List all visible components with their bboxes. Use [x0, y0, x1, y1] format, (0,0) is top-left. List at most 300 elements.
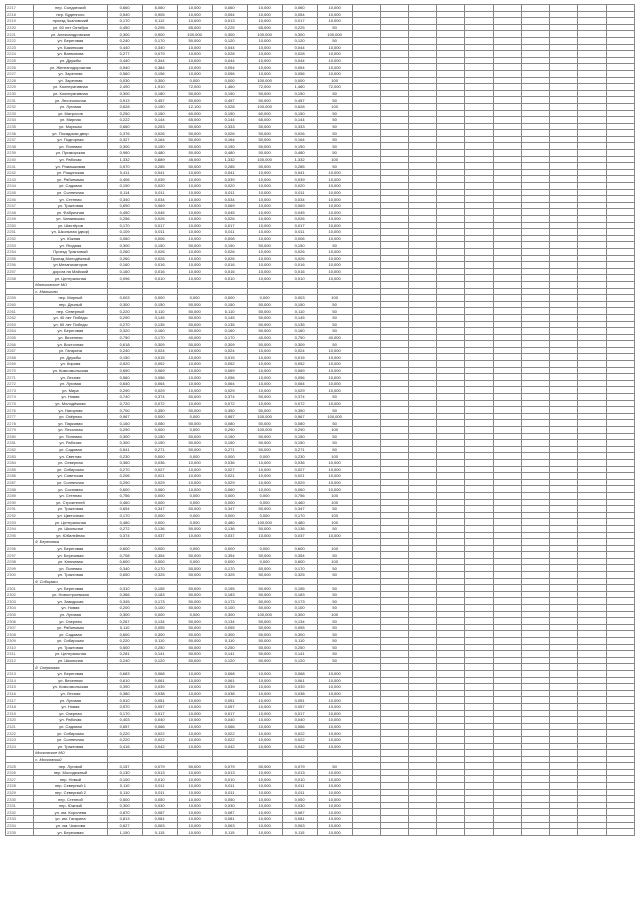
value-cell: 0,080 [142, 420, 177, 427]
street-name: ул. Степная [34, 196, 107, 203]
empty-cell [437, 552, 465, 559]
empty-cell [465, 70, 493, 77]
value-cell: 0,170 [107, 710, 142, 717]
empty-cell [578, 361, 606, 368]
value-cell: 50 [317, 591, 352, 598]
empty-cell [409, 545, 437, 552]
empty-cell [493, 710, 521, 717]
empty-cell [437, 459, 465, 466]
empty-cell [465, 459, 493, 466]
value-cell: 0,230 [282, 453, 317, 460]
empty-cell [550, 163, 578, 170]
value-cell [317, 664, 352, 671]
empty-cell [352, 657, 380, 664]
row-number: 2237 [6, 136, 34, 143]
empty-cell [465, 446, 493, 453]
empty-cell [352, 123, 380, 130]
empty-cell [437, 400, 465, 407]
value-cell: 0,403 [107, 717, 142, 724]
empty-cell [380, 169, 408, 176]
empty-cell [409, 275, 437, 282]
table-row [6, 736, 635, 743]
empty-cell [606, 532, 634, 539]
empty-cell [352, 618, 380, 625]
empty-cell [521, 400, 549, 407]
empty-cell [578, 420, 606, 427]
value-cell: 0,000 [212, 492, 247, 499]
value-cell: 0,027 [142, 466, 177, 473]
value-cell: 0,036 [282, 459, 317, 466]
empty-cell [380, 183, 408, 190]
row-number: 2242 [6, 169, 34, 176]
value-cell: 10,000 [247, 268, 282, 275]
value-cell: 50,000 [247, 763, 282, 770]
empty-cell [352, 486, 380, 493]
empty-cell [409, 400, 437, 407]
value-cell: 0,115 [212, 829, 247, 836]
empty-cell [550, 268, 578, 275]
value-cell: 10,000 [317, 169, 352, 176]
empty-cell [465, 809, 493, 816]
empty-cell [578, 829, 606, 836]
empty-cell [606, 281, 634, 288]
empty-cell [380, 77, 408, 84]
empty-cell [521, 545, 549, 552]
empty-cell [578, 802, 606, 809]
empty-cell [521, 156, 549, 163]
empty-cell [606, 519, 634, 526]
empty-cell [352, 730, 380, 737]
empty-cell [493, 262, 521, 269]
value-cell: 0,039 [282, 684, 317, 691]
value-cell: 0,003 [282, 295, 317, 302]
value-cell: 50,000 [247, 433, 282, 440]
table-row [6, 347, 635, 354]
value-cell: 0,141 [212, 651, 247, 658]
empty-cell [352, 525, 380, 532]
empty-cell [606, 763, 634, 770]
value-cell: 10,000 [247, 57, 282, 64]
value-cell: 0,011 [282, 229, 317, 236]
value-cell [247, 750, 282, 757]
value-cell: 0,000 [142, 295, 177, 302]
empty-cell [409, 670, 437, 677]
table-row [6, 466, 635, 473]
value-cell: 0,540 [107, 64, 142, 71]
value-cell: 0,500 [107, 796, 142, 803]
value-cell: 0,290 [107, 427, 142, 434]
value-cell: 0,015 [142, 354, 177, 361]
empty-cell [437, 156, 465, 163]
empty-cell [493, 248, 521, 255]
row-number: 2285 [6, 466, 34, 473]
value-cell: 50 [317, 631, 352, 638]
empty-cell [606, 545, 634, 552]
empty-cell [380, 387, 408, 394]
row-number: 2301 [6, 585, 34, 592]
empty-cell [380, 413, 408, 420]
value-cell: 0,006 [212, 235, 247, 242]
value-cell [212, 750, 247, 757]
table-row [6, 796, 635, 803]
empty-cell [493, 163, 521, 170]
value-cell: 0,000 [212, 295, 247, 302]
value-cell: 0,300 [107, 433, 142, 440]
empty-cell [380, 354, 408, 361]
value-cell: 0,036 [142, 459, 177, 466]
empty-cell [578, 196, 606, 203]
value-cell: 0,150 [212, 90, 247, 97]
value-cell: 0,055 [282, 624, 317, 631]
empty-cell [409, 11, 437, 18]
empty-cell [521, 169, 549, 176]
empty-cell [521, 275, 549, 282]
value-cell: 0,010 [142, 776, 177, 783]
value-cell: 0,000 [247, 545, 282, 552]
table-row [6, 664, 635, 671]
value-cell: 0,024 [142, 347, 177, 354]
value-cell: 50 [317, 143, 352, 150]
table-row [6, 420, 635, 427]
value-cell: 10,000 [317, 776, 352, 783]
empty-cell [380, 710, 408, 717]
empty-cell [493, 816, 521, 823]
empty-cell [578, 717, 606, 724]
value-cell: 0,600 [282, 545, 317, 552]
empty-cell [606, 400, 634, 407]
empty-cell [352, 77, 380, 84]
value-cell: 10,000 [317, 486, 352, 493]
empty-cell [578, 341, 606, 348]
value-cell: 0,010 [142, 275, 177, 282]
empty-cell [409, 486, 437, 493]
row-number: 2309 [6, 638, 34, 645]
value-cell: 0,309 [212, 341, 247, 348]
empty-cell [550, 202, 578, 209]
empty-cell [437, 394, 465, 401]
value-cell [142, 578, 177, 585]
street-name: дорога на Майский [34, 268, 107, 275]
value-cell: 0,374 [282, 394, 317, 401]
empty-cell [606, 235, 634, 242]
value-cell: 0,096 [107, 275, 142, 282]
empty-cell [521, 585, 549, 592]
street-name: Московское МО [34, 750, 107, 757]
value-cell: 10,000 [317, 229, 352, 236]
value-cell: 0,030 [107, 77, 142, 84]
table-row [6, 512, 635, 519]
value-cell: 0,063 [212, 822, 247, 829]
empty-cell [352, 466, 380, 473]
empty-cell [409, 532, 437, 539]
empty-cell [578, 492, 606, 499]
empty-cell [437, 545, 465, 552]
empty-cell [380, 209, 408, 216]
value-cell: 10,000 [247, 229, 282, 236]
street-name: ул. Дружбы [34, 57, 107, 64]
value-cell: 10,000 [247, 789, 282, 796]
empty-cell [493, 31, 521, 38]
street-name: проезд Чкаловский [34, 18, 107, 25]
value-cell: 0,240 [107, 657, 142, 664]
row-number: 2293 [6, 519, 34, 526]
street-name: пер. Северный [34, 308, 107, 315]
value-cell: 0,079 [142, 763, 177, 770]
empty-cell [606, 196, 634, 203]
value-cell: 0,190 [107, 183, 142, 190]
value-cell: 0,250 [282, 644, 317, 651]
value-cell: 0,173 [142, 598, 177, 605]
table-row [6, 281, 635, 288]
value-cell: 0,170 [212, 334, 247, 341]
street-name: ул. Рябиновая [34, 624, 107, 631]
value-cell [177, 281, 212, 288]
value-cell: 10,000 [177, 189, 212, 196]
value-cell: 50 [317, 433, 352, 440]
empty-cell [352, 591, 380, 598]
empty-cell [493, 512, 521, 519]
empty-cell [352, 763, 380, 770]
empty-cell [380, 519, 408, 526]
empty-cell [493, 624, 521, 631]
value-cell: 0,072 [282, 400, 317, 407]
empty-cell [493, 578, 521, 585]
empty-cell [606, 690, 634, 697]
empty-cell [352, 110, 380, 117]
row-number: 2235 [6, 123, 34, 130]
street-name: ул. Школьная [34, 525, 107, 532]
value-cell: 10,000 [247, 459, 282, 466]
table-row [6, 413, 635, 420]
table-row [6, 143, 635, 150]
empty-cell [606, 242, 634, 249]
empty-cell [437, 275, 465, 282]
empty-cell [465, 394, 493, 401]
value-cell: 0,066 [282, 723, 317, 730]
empty-cell [409, 97, 437, 104]
empty-cell [550, 242, 578, 249]
value-cell: 0,000 [177, 499, 212, 506]
street-name: ул. Березовая [34, 552, 107, 559]
empty-cell [409, 703, 437, 710]
empty-cell [437, 796, 465, 803]
value-cell: 65,000 [177, 24, 212, 31]
value-cell: 0,037 [142, 532, 177, 539]
empty-cell [606, 209, 634, 216]
table-row [6, 70, 635, 77]
empty-cell [550, 347, 578, 354]
empty-cell [465, 736, 493, 743]
empty-cell [550, 473, 578, 480]
empty-cell [521, 512, 549, 519]
empty-cell [578, 176, 606, 183]
value-cell: 100 [317, 492, 352, 499]
empty-cell [521, 136, 549, 143]
empty-cell [465, 407, 493, 414]
street-name: ул. Садовая [34, 183, 107, 190]
empty-cell [352, 710, 380, 717]
empty-cell [465, 367, 493, 374]
value-cell: 0,026 [282, 130, 317, 137]
empty-cell [409, 440, 437, 447]
value-cell: 0,115 [282, 829, 317, 836]
empty-cell [465, 499, 493, 506]
value-cell: 0,000 [212, 453, 247, 460]
value-cell: 0,030 [282, 802, 317, 809]
value-cell [107, 539, 142, 546]
street-name: ул. Березовая [34, 829, 107, 836]
table-row [6, 288, 635, 295]
empty-cell [493, 539, 521, 546]
value-cell: 0,150 [142, 433, 177, 440]
value-cell: 0,480 [212, 150, 247, 157]
empty-cell [465, 361, 493, 368]
empty-cell [550, 750, 578, 757]
table-row [6, 651, 635, 658]
empty-cell [409, 684, 437, 691]
row-number: 2296 [6, 545, 34, 552]
empty-cell [606, 216, 634, 223]
empty-cell [550, 189, 578, 196]
empty-cell [409, 717, 437, 724]
empty-cell [465, 703, 493, 710]
empty-cell [409, 77, 437, 84]
empty-cell [606, 150, 634, 157]
empty-cell [578, 347, 606, 354]
row-number: 2276 [6, 407, 34, 414]
value-cell: 0,026 [212, 248, 247, 255]
value-cell: 0,300 [107, 31, 142, 38]
value-cell: 0,039 [142, 684, 177, 691]
row-number: 2266 [6, 341, 34, 348]
value-cell: 0,150 [282, 110, 317, 117]
value-cell: 10,000 [177, 176, 212, 183]
value-cell: 0,384 [142, 64, 177, 71]
empty-cell [352, 143, 380, 150]
value-cell: 100 [317, 545, 352, 552]
empty-cell [521, 18, 549, 25]
value-cell: 50 [317, 651, 352, 658]
empty-cell [493, 638, 521, 645]
value-cell: 0,300 [142, 631, 177, 638]
empty-cell [380, 585, 408, 592]
empty-cell [409, 248, 437, 255]
value-cell [282, 750, 317, 757]
empty-cell [493, 605, 521, 612]
empty-cell [380, 288, 408, 295]
value-cell: 10,000 [247, 697, 282, 704]
empty-cell [521, 11, 549, 18]
value-cell: 0,150 [212, 433, 247, 440]
value-cell: 0,460 [107, 499, 142, 506]
empty-cell [409, 321, 437, 328]
value-cell: 0,740 [107, 394, 142, 401]
value-cell: 50 [317, 123, 352, 130]
empty-cell [550, 446, 578, 453]
value-cell: 50,000 [247, 341, 282, 348]
value-cell: 0,260 [107, 248, 142, 255]
value-cell: 10,000 [317, 176, 352, 183]
value-cell: 0,170 [212, 565, 247, 572]
empty-cell [521, 506, 549, 513]
empty-cell [578, 499, 606, 506]
row-number: 2248 [6, 209, 34, 216]
table-row [6, 328, 635, 335]
value-cell: 0,309 [282, 341, 317, 348]
value-cell: 0,144 [142, 117, 177, 124]
empty-cell [352, 427, 380, 434]
value-cell: 0,230 [107, 453, 142, 460]
empty-cell [521, 427, 549, 434]
empty-cell [380, 809, 408, 816]
empty-cell [352, 736, 380, 743]
empty-cell [493, 255, 521, 262]
value-cell [177, 664, 212, 671]
value-cell: 0,054 [212, 11, 247, 18]
value-cell: 0,000 [247, 558, 282, 565]
empty-cell [437, 756, 465, 763]
empty-cell [493, 829, 521, 836]
empty-cell [409, 169, 437, 176]
empty-cell [578, 189, 606, 196]
row-number: 2305 [6, 611, 34, 618]
value-cell: 0,000 [177, 545, 212, 552]
empty-cell [352, 156, 380, 163]
value-cell: 10,000 [317, 730, 352, 737]
row-number: 2295 [6, 532, 34, 539]
empty-cell [578, 169, 606, 176]
empty-cell [606, 512, 634, 519]
table-row [6, 196, 635, 203]
empty-cell [606, 57, 634, 64]
empty-cell [352, 242, 380, 249]
value-cell: 0,600 [282, 558, 317, 565]
empty-cell [352, 361, 380, 368]
value-cell: 0,960 [107, 150, 142, 157]
empty-cell [380, 143, 408, 150]
empty-cell [437, 189, 465, 196]
empty-cell [578, 248, 606, 255]
empty-cell [521, 77, 549, 84]
value-cell: 0,080 [282, 420, 317, 427]
value-cell: 10,000 [247, 783, 282, 790]
value-cell: 0,068 [282, 670, 317, 677]
empty-cell [437, 703, 465, 710]
empty-cell [493, 51, 521, 58]
empty-cell [493, 288, 521, 295]
empty-cell [578, 684, 606, 691]
empty-cell [380, 670, 408, 677]
street-name: пер. Буденного [34, 11, 107, 18]
empty-cell [380, 84, 408, 91]
empty-cell [521, 459, 549, 466]
empty-cell [409, 539, 437, 546]
empty-cell [550, 684, 578, 691]
empty-cell [465, 730, 493, 737]
empty-cell [352, 565, 380, 572]
value-cell: 10,000 [247, 802, 282, 809]
value-cell: 0,060 [142, 486, 177, 493]
value-cell: 10,000 [177, 776, 212, 783]
value-cell: 10,000 [317, 479, 352, 486]
value-cell: 0,145 [282, 314, 317, 321]
row-number: 2316 [6, 690, 34, 697]
empty-cell [380, 90, 408, 97]
table-row [6, 394, 635, 401]
empty-cell [550, 723, 578, 730]
value-cell: 10,000 [177, 822, 212, 829]
value-cell: 50 [317, 321, 352, 328]
